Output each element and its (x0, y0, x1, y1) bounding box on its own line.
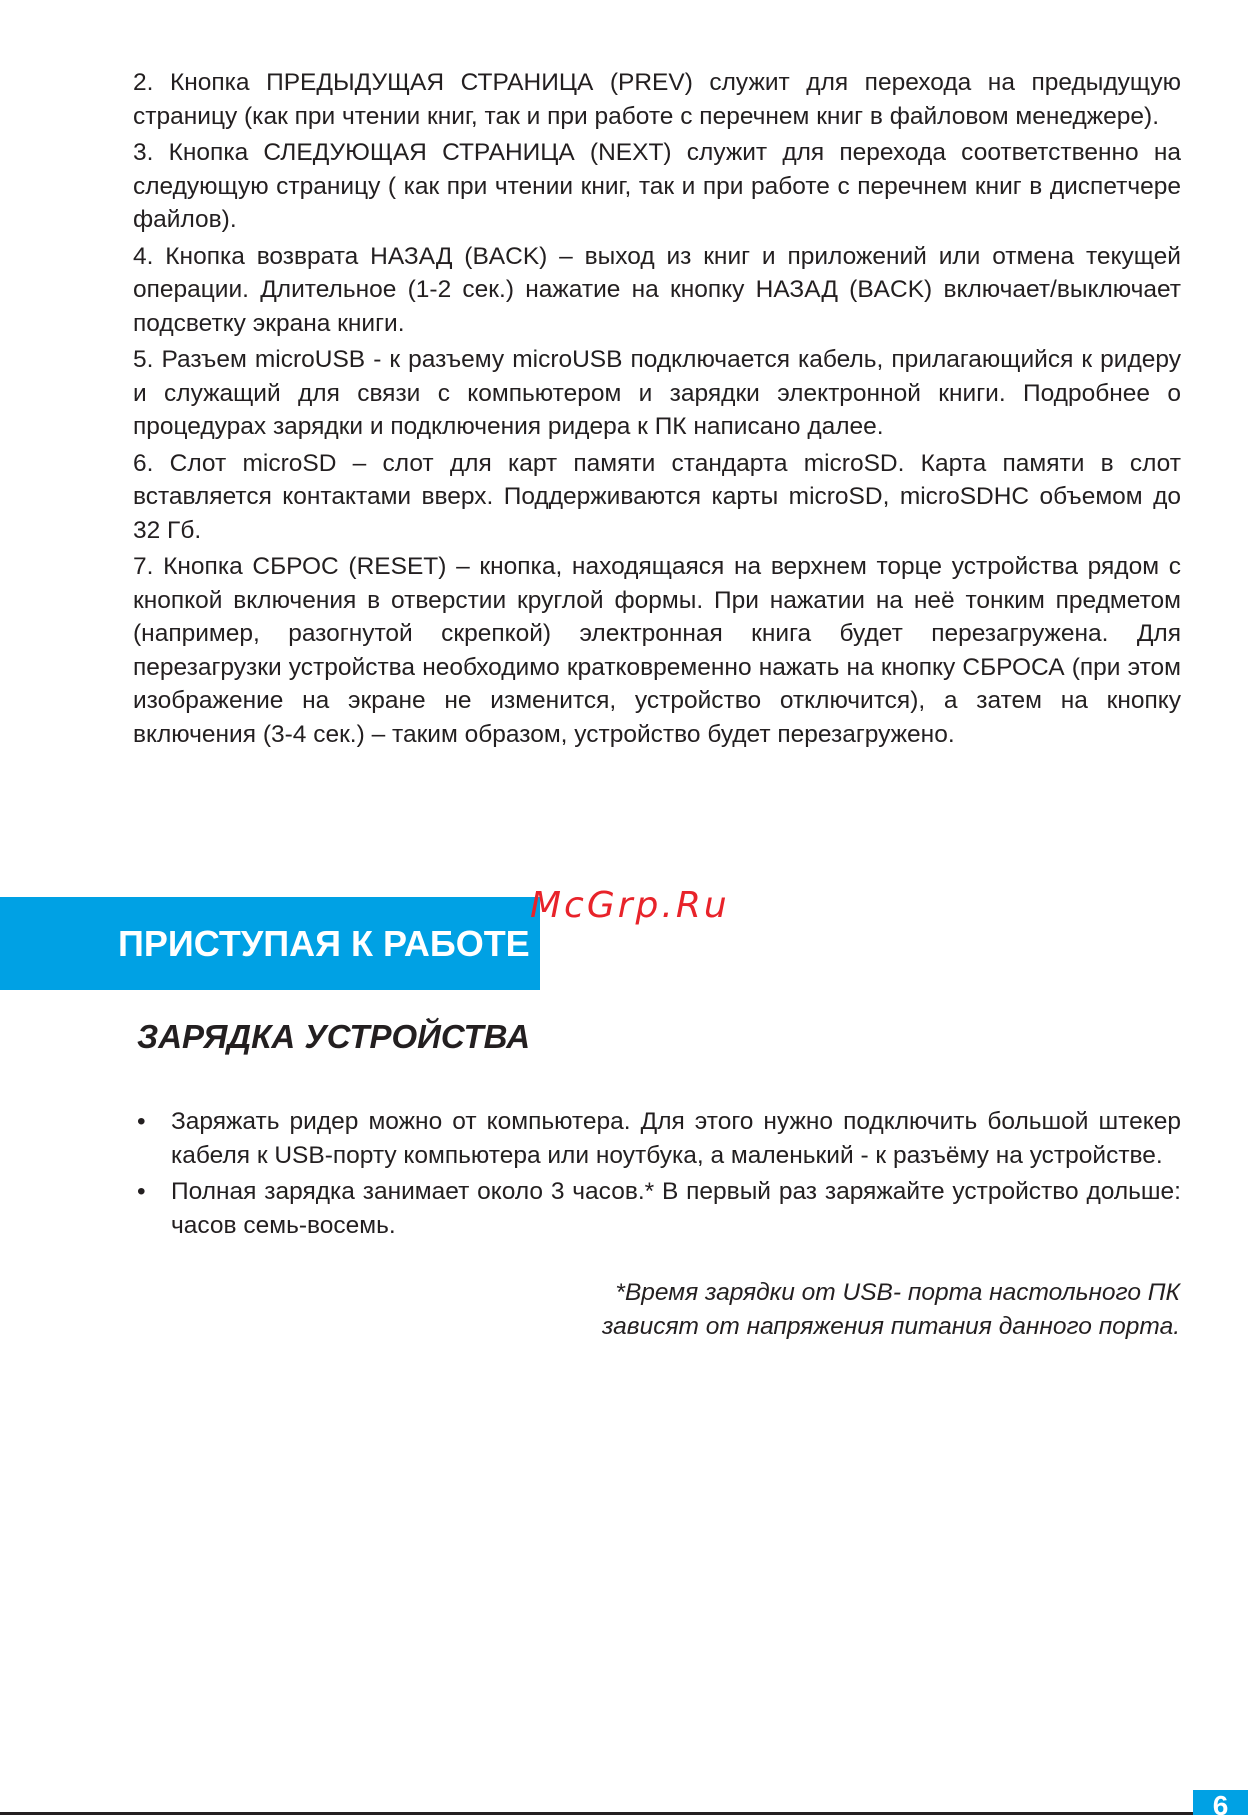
section-header-band (0, 897, 540, 990)
section-title: ПРИСТУПАЯ К РАБОТЕ (118, 923, 530, 964)
numbered-list (133, 66, 1181, 754)
bullet-list (133, 1105, 1181, 1245)
bullet-icon: • (137, 1178, 146, 1205)
list-item-microsd: 6. Слот microSD – слот для карт памяти стандарта microSD. Карта памяти в слот вставляется контактами вверх. Поддерживаются карты microSD, microSDHC объемом до 32 Гб. (133, 449, 1181, 544)
list-item-next-button: 3. Кнопка СЛЕДУЮЩАЯ СТРАНИЦА (NEXT) служит для перехода соответственно на следующую страницу ( как при чтении книг, так и при работе с перечнем книг в диспетчере файлов). (133, 139, 1181, 233)
list-item-back-button: 4. Кнопка возврата НАЗАД (BACK) – выход из книг и приложений или отмена текущей операции. Длительное (1-2 сек.) нажатие на кнопку НАЗАД (BACK) включает/выключает подсветку экрана книги. (133, 242, 1181, 337)
page-number-badge (1193, 1790, 1248, 1815)
footnote-line-1: *Время зарядки от USB- порта настольного ПК (615, 1279, 1180, 1306)
bullet-icon: • (137, 1108, 146, 1135)
list-item-microusb: 5. Разъем microUSB - к разъему microUSB подключается кабель, прилагающийся к ридеру и служащий для связи с компьютером и зарядки электронной книги. Подробнее о процедурах зарядки и подключения ридера к ПК написано далее. (133, 346, 1181, 440)
list-item-reset-button: 7. Кнопка СБРОС (RESET) – кнопка, находящаяся на верхнем торце устройства рядом с кнопкой включения в отверстии круглой формы. При нажатии на неё тонким предметом (например, разогнутой скрепкой) электронная книга будет перезагружена. Для перезагрузки устройства необходимо кратковременно нажать на кнопку СБРОСА (при этом изображение на экране не изменится, устройство отключится), а затем на кнопку включения (3-4 сек.) – таким образом, устройство будет перезагружено. (133, 553, 1181, 748)
subheading: ЗАРЯДКА УСТРОЙСТВА (137, 1018, 531, 1055)
bullet-text: Полная зарядка занимает около 3 часов.* В первый раз заряжайте устройство дольше: часов семь-восемь. (171, 1178, 1181, 1239)
footnote (380, 1276, 1180, 1344)
watermark: McGrp.Ru (530, 885, 730, 926)
bullet-text: Заряжать ридер можно от компьютера. Для этого нужно подключить большой штекер кабеля к USB-порту компьютера или ноутбука, а маленький - к разъёму на устройстве. (171, 1108, 1181, 1169)
list-item (133, 1105, 1181, 1172)
list-item (133, 1175, 1181, 1242)
footnote-line-2: зависят от напряжения питания данного порта. (602, 1313, 1180, 1340)
page-number: 6 (1212, 1790, 1229, 1815)
list-item-prev-button: 2. Кнопка ПРЕДЫДУЩАЯ СТРАНИЦА (PREV) служит для перехода на предыдущую страницу (как при чтении книг, так и при работе с перечнем книг в файловом менеджере). (133, 69, 1181, 130)
